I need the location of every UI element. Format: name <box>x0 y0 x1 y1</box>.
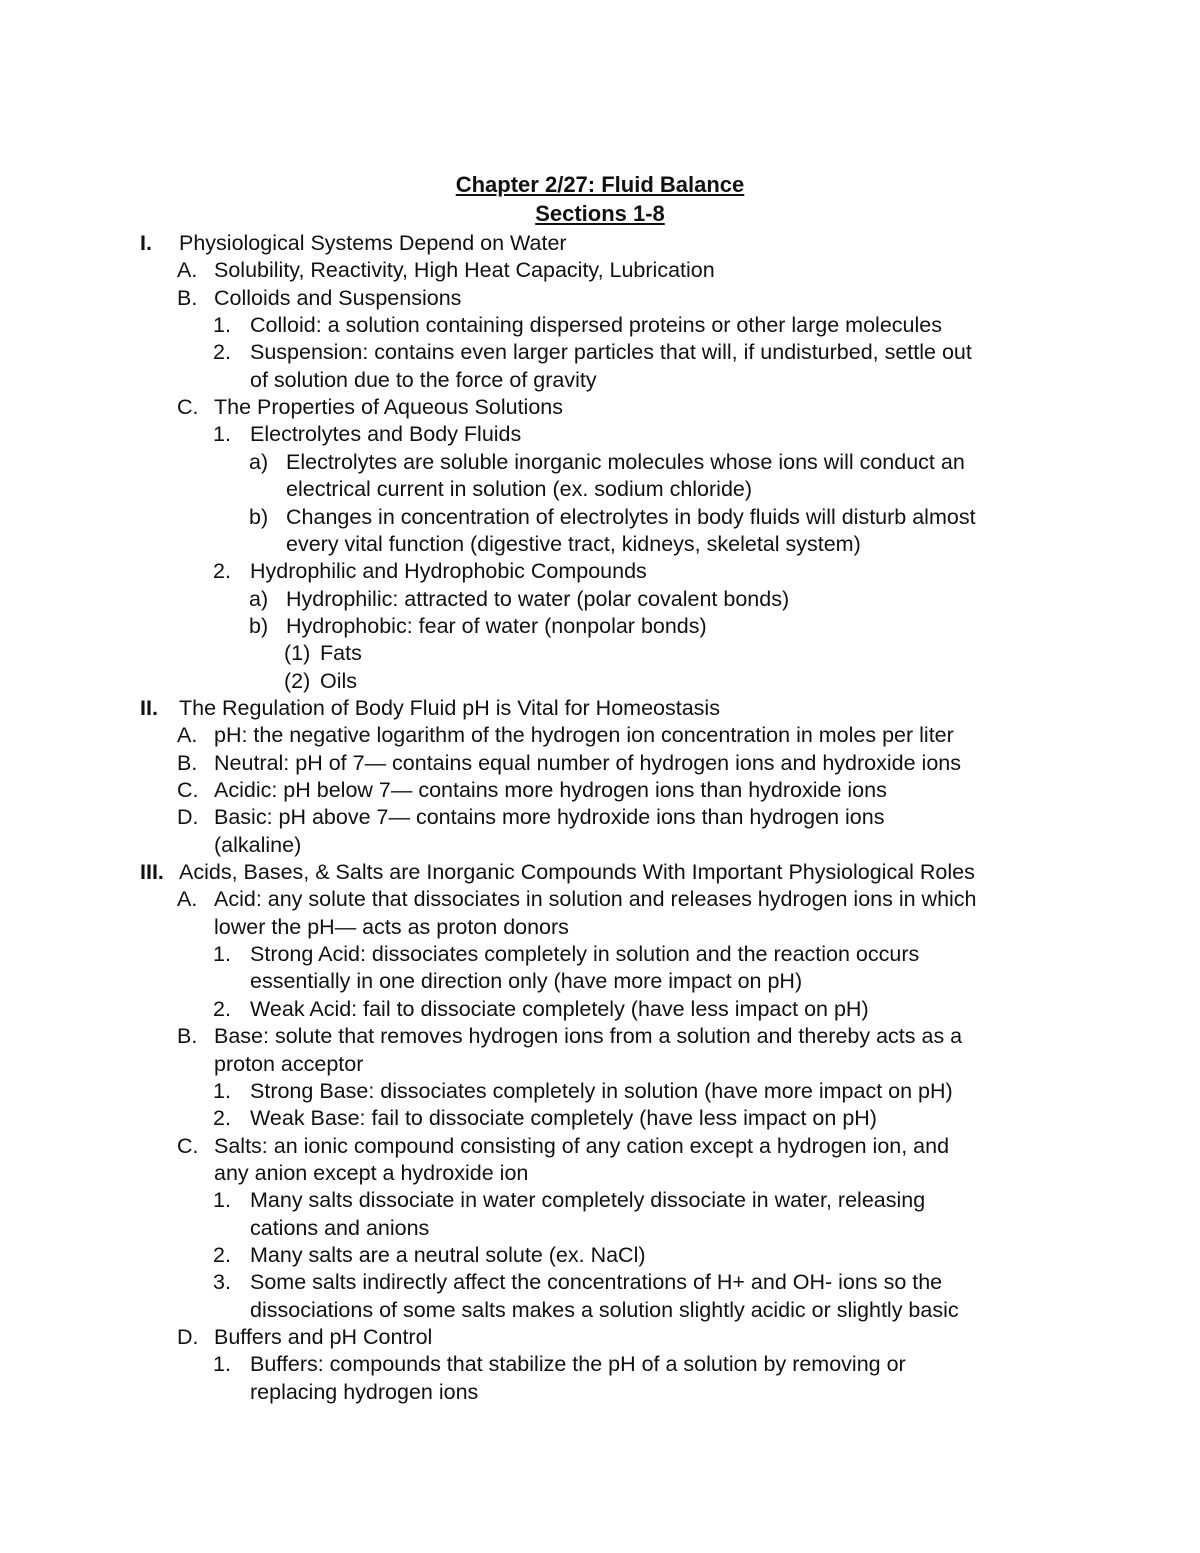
outline-text: Neutral: pH of 7— contains equal number of hydrogen ions and hydroxide ions <box>214 750 961 775</box>
outline-text: Colloid: a solution containing dispersed proteins or other large molecules <box>250 313 942 338</box>
outline-marker: A. <box>177 258 198 283</box>
document-subtitle: Sections 1-8 <box>535 201 665 226</box>
outline-text: Colloids and Suspensions <box>214 285 462 310</box>
outline-text: pH: the negative logarithm of the hydrogen ion concentration in moles per liter <box>214 723 954 748</box>
outline-text: Acid: any solute that dissociates in solution and releases hydrogen ions in which <box>214 887 977 912</box>
outline-marker: A. <box>177 723 198 748</box>
outline-text: Changes in concentration of electrolytes in body fluids will disturb almost <box>286 504 976 529</box>
outline-marker: B. <box>177 1024 198 1049</box>
outline-text: Strong Base: dissociates completely in solution (have more impact on pH) <box>250 1078 953 1103</box>
outline-marker: III. <box>140 860 164 885</box>
outline-marker: 2. <box>213 559 231 584</box>
outline-marker: 2. <box>213 996 231 1021</box>
outline-marker: C. <box>177 1133 199 1158</box>
outline-marker: a) <box>249 449 269 474</box>
outline-text: lower the pH— acts as proton donors <box>214 914 569 939</box>
outline-text: Weak Acid: fail to dissociate completely (have less impact on pH) <box>250 996 869 1021</box>
outline-marker: a) <box>249 586 269 611</box>
outline-text: of solution due to the force of gravity <box>250 367 597 392</box>
outline-marker: I. <box>140 231 152 255</box>
outline-text: (alkaline) <box>214 832 302 857</box>
outline-text: Electrolytes and Body Fluids <box>250 422 522 447</box>
outline-text: electrical current in solution (ex. sodium chloride) <box>286 477 753 502</box>
outline-text: Strong Acid: dissociates completely in solution and the reaction occurs <box>250 942 920 967</box>
outline-text: Many salts are a neutral solute (ex. NaCl) <box>250 1242 646 1267</box>
outline-marker: 1. <box>213 313 231 338</box>
outline-text: Oils <box>320 668 358 693</box>
outline-text: Acidic: pH below 7— contains more hydrogen ions than hydroxide ions <box>214 778 887 802</box>
outline-text: Salts: an ionic compound consisting of any cation except a hydrogen ion, and <box>214 1133 950 1158</box>
outline-marker: D. <box>177 805 199 830</box>
document-title: Chapter 2/27: Fluid Balance <box>455 172 745 197</box>
outline-text: Fats <box>320 641 362 666</box>
outline-marker: D. <box>177 1325 199 1349</box>
outline-text: Some salts indirectly affect the concentrations of H+ and OH- ions so the <box>250 1270 943 1295</box>
outline-text: Physiological Systems Depend on Water <box>179 231 567 255</box>
outline-marker: 3. <box>213 1270 231 1295</box>
outline-text: Weak Base: fail to dissociate completely (have less impact on pH) <box>250 1106 877 1131</box>
outline-marker: C. <box>177 778 199 802</box>
outline-text: essentially in one direction only (have more impact on pH) <box>250 969 803 994</box>
outline-marker: (1) <box>284 641 311 666</box>
outline-marker: B. <box>177 285 198 310</box>
outline-marker: 2. <box>213 1106 231 1131</box>
outline-text: The Regulation of Body Fluid pH is Vital for Homeostasis <box>179 695 720 720</box>
outline-marker: A. <box>177 887 198 912</box>
outline-text: The Properties of Aqueous Solutions <box>214 395 563 420</box>
outline-text: Many salts dissociate in water completely dissociate in water, releasing <box>250 1188 926 1213</box>
outline-marker: B. <box>177 750 198 775</box>
outline-text: Buffers: compounds that stabilize the pH of a solution by removing or <box>250 1352 906 1377</box>
outline-text: any anion except a hydroxide ion <box>214 1160 529 1185</box>
outline-text: proton acceptor <box>214 1051 364 1076</box>
outline-text: Electrolytes are soluble inorganic molecules whose ions will conduct an <box>286 449 965 474</box>
outline-marker: 1. <box>213 1078 231 1103</box>
outline-text: Solubility, Reactivity, High Heat Capacity, Lubrication <box>214 258 715 283</box>
outline-marker: 2. <box>213 1242 231 1267</box>
outline-text: replacing hydrogen ions <box>250 1379 479 1404</box>
outline-marker: b) <box>249 613 269 638</box>
outline-marker: 2. <box>213 340 231 365</box>
outline-text: every vital function (digestive tract, kidneys, skeletal system) <box>286 531 861 556</box>
outline-marker: 1. <box>213 942 231 967</box>
outline-text: Basic: pH above 7— contains more hydroxide ions than hydrogen ions <box>214 805 885 830</box>
outline-text: cations and anions <box>250 1215 430 1240</box>
outline-text: dissociations of some salts makes a solution slightly acidic or slightly basic <box>250 1297 959 1322</box>
outline-text: Buffers and pH Control <box>214 1325 433 1349</box>
outline-marker: 1. <box>213 422 231 447</box>
outline-text: Base: solute that removes hydrogen ions from a solution and thereby acts as a <box>214 1024 963 1049</box>
outline-marker: II. <box>140 695 158 720</box>
outline-text: Acids, Bases, & Salts are Inorganic Compounds With Important Physiological Roles <box>179 860 975 885</box>
outline-marker: b) <box>249 504 269 529</box>
outline-text: Hydrophilic: attracted to water (polar covalent bonds) <box>286 586 790 611</box>
outline-marker: C. <box>177 395 199 420</box>
outline-marker: (2) <box>284 668 311 693</box>
outline-text: Hydrophobic: fear of water (nonpolar bonds) <box>286 613 707 638</box>
outline-text: Hydrophilic and Hydrophobic Compounds <box>250 559 647 584</box>
outline-marker: 1. <box>213 1188 231 1213</box>
outline-text: Suspension: contains even larger particles that will, if undisturbed, settle out <box>250 340 972 365</box>
outline-marker: 1. <box>213 1352 231 1377</box>
